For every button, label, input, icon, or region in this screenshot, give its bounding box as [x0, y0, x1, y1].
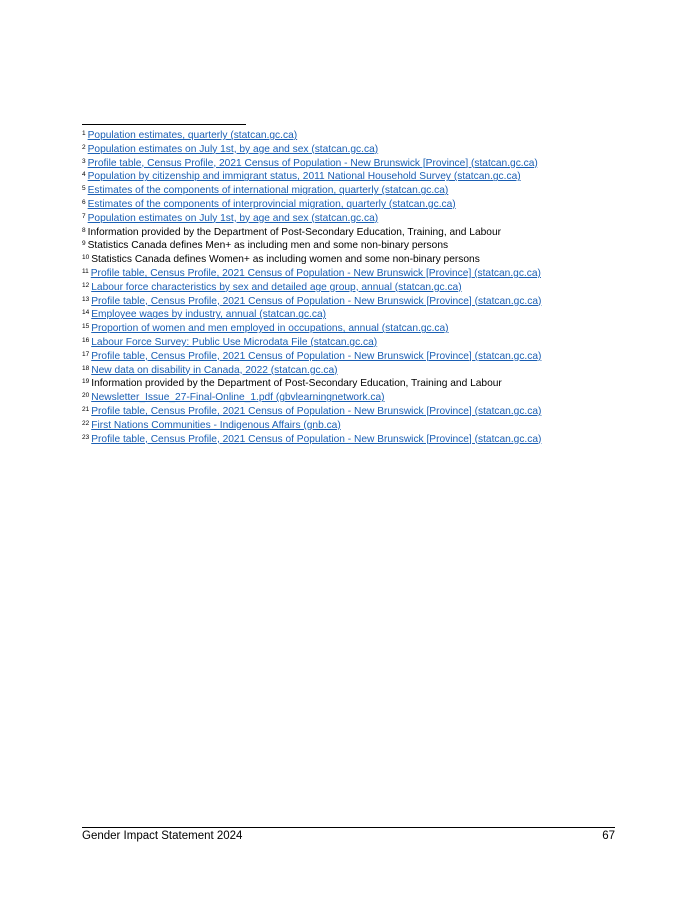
footnote-item: [82, 226, 642, 240]
footnote-item: [82, 322, 642, 336]
footnote-item: [82, 350, 642, 364]
page-number: 67: [602, 830, 615, 842]
footnote-number: 20: [82, 392, 90, 400]
footnote-link[interactable]: First Nations Communities - Indigenous Affairs (gnb.ca): [91, 419, 341, 431]
footnote-item: [82, 308, 642, 322]
footnote-item: [82, 143, 642, 157]
footnote-item: [82, 184, 642, 198]
footnote-link[interactable]: Profile table, Census Profile, 2021 Census of Population - New Brunswick [Province] (statcan.gc.ca): [91, 350, 542, 362]
footer-title: Gender Impact Statement 2024: [82, 830, 243, 842]
footnote-item: [82, 295, 642, 309]
footnote-link[interactable]: Population estimates on July 1st, by age and sex (statcan.gc.ca): [87, 212, 379, 224]
footnote-item: [82, 253, 642, 267]
footnote-number: 12: [82, 281, 90, 289]
footnote-link[interactable]: Population estimates on July 1st, by age and sex (statcan.gc.ca): [87, 143, 379, 155]
footnote-link[interactable]: Profile table, Census Profile, 2021 Census of Population - New Brunswick [Province] (statcan.gc.ca): [90, 267, 541, 279]
footnote-link[interactable]: Profile table, Census Profile, 2021 Census of Population - New Brunswick [Province] (statcan.gc.ca): [87, 157, 538, 169]
footnote-number: 18: [82, 364, 90, 372]
footnote-item: [82, 239, 642, 253]
footnote-text: Statistics Canada defines Men+ as including men and some non-binary persons: [87, 240, 449, 252]
footnote-number: 1: [82, 130, 86, 137]
footnote-link[interactable]: Profile table, Census Profile, 2021 Census of Population - New Brunswick [Province] (statcan.gc.ca): [91, 433, 542, 445]
footnote-number: 14: [82, 309, 90, 317]
footnote-number: 11: [82, 267, 89, 275]
footnote-number: 5: [82, 185, 86, 193]
footnote-link[interactable]: Labour Force Survey: Public Use Microdata File (statcan.gc.ca): [91, 336, 378, 348]
footnote-link[interactable]: Newsletter_Issue_27-Final-Online_1.pdf (gbvlearningnetwork.ca): [91, 392, 385, 404]
footnote-number: 21: [82, 405, 90, 413]
footnote-item: [82, 433, 642, 447]
footnote-item: [82, 198, 642, 212]
footnote-item: [82, 267, 642, 281]
footnote-text: Statistics Canada defines Women+ as including women and some non-binary persons: [91, 254, 480, 266]
footnote-item: [82, 364, 642, 378]
footnote-number: 8: [82, 226, 86, 234]
footnote-number: 15: [82, 323, 90, 331]
footnote-item: [82, 170, 642, 184]
footnote-separator: [82, 124, 246, 125]
footnote-number: 22: [82, 419, 90, 427]
footnote-link[interactable]: Estimates of the components of international migration, quarterly (statcan.gc.ca): [87, 185, 449, 197]
footnote-number: 7: [82, 212, 86, 220]
footnote-link[interactable]: New data on disability in Canada, 2022 (statcan.gc.ca): [91, 364, 338, 376]
footnote-link[interactable]: Population by citizenship and immigrant status, 2011 National Household Survey (statcan.gc.ca): [87, 171, 521, 183]
footnote-item: [82, 391, 642, 405]
footnote-number: 16: [82, 336, 90, 344]
footnote-item: [82, 212, 642, 226]
footnote-number: 23: [82, 433, 90, 441]
footnote-link[interactable]: Labour force characteristics by sex and detailed age group, annual (statcan.gc.ca): [91, 281, 462, 293]
footnote-number: 13: [82, 295, 90, 303]
footnote-number: 3: [82, 157, 86, 165]
footnote-item: [82, 419, 642, 433]
footnote-link[interactable]: Employee wages by industry, annual (statcan.gc.ca): [91, 309, 327, 321]
footnote-item: [82, 377, 642, 391]
footnote-link[interactable]: Estimates of the components of interprovincial migration, quarterly (statcan.gc.ca): [87, 198, 456, 210]
footnote-number: 4: [82, 171, 86, 179]
footnote-item: [82, 129, 642, 143]
footnote-number: 19: [82, 378, 90, 386]
footnote-item: [82, 157, 642, 171]
footnote-text: Information provided by the Department of Post-Secondary Education, Training and Labour: [91, 378, 502, 390]
footnote-link[interactable]: Profile table, Census Profile, 2021 Census of Population - New Brunswick [Province] (statcan.gc.ca): [91, 405, 542, 417]
footnote-link[interactable]: Proportion of women and men employed in occupations, annual (statcan.gc.ca): [91, 323, 449, 335]
footnote-text: Information provided by the Department of Post-Secondary Education, Training, and Labour: [87, 226, 502, 238]
footnote-item: [82, 405, 642, 419]
footnote-number: 2: [82, 143, 86, 151]
footnote-list: [82, 129, 642, 446]
footnote-item: [82, 281, 642, 295]
footnote-number: 10: [82, 254, 90, 262]
footer-divider: [82, 827, 615, 828]
footnote-number: 9: [82, 240, 86, 248]
footnote-link[interactable]: Profile table, Census Profile, 2021 Census of Population - New Brunswick [Province] (statcan.gc.ca): [91, 295, 542, 307]
footnote-number: 6: [82, 198, 86, 206]
footnote-link[interactable]: Population estimates, quarterly (statcan.gc.ca): [87, 130, 298, 141]
footnote-item: [82, 336, 642, 350]
footnote-number: 17: [82, 350, 90, 358]
